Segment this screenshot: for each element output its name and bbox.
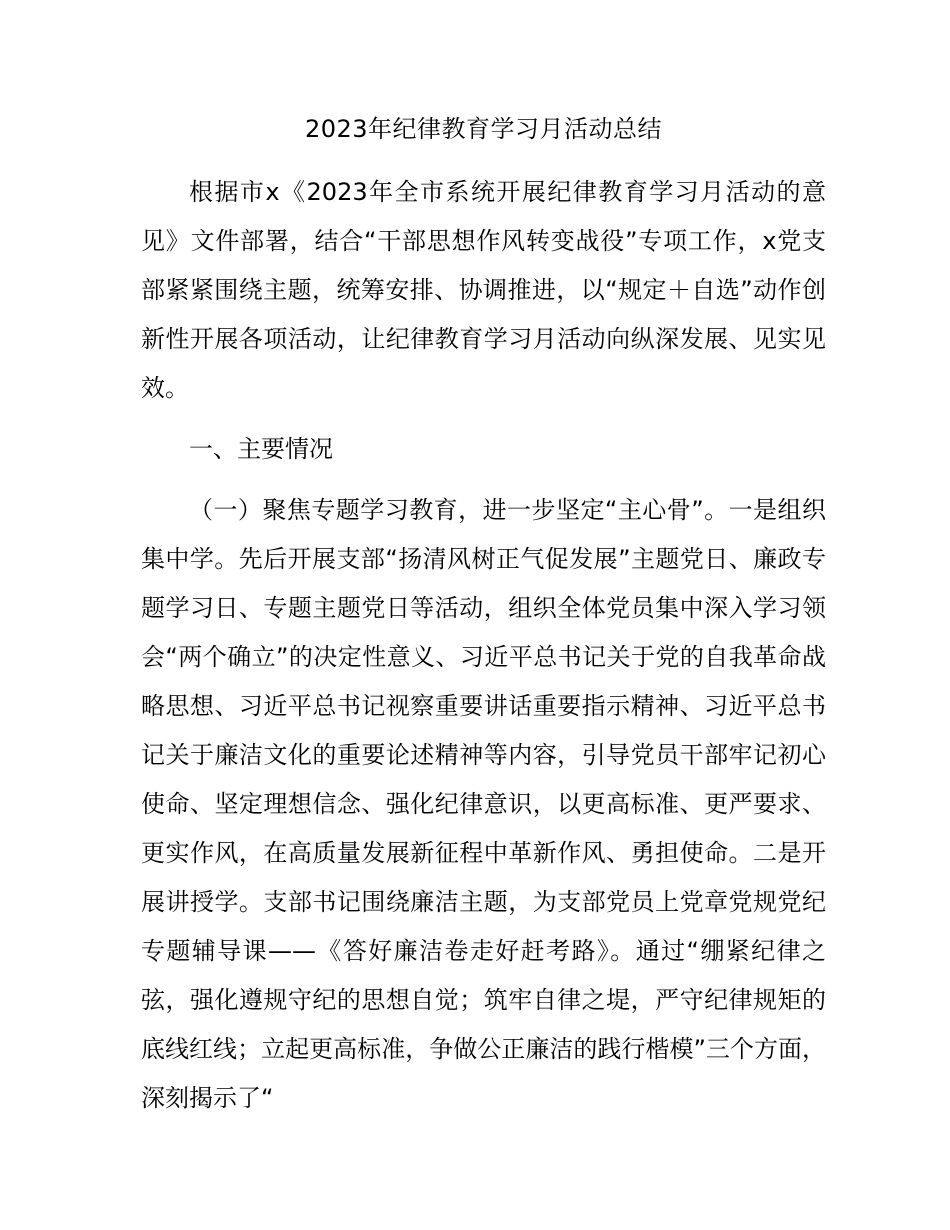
intro-paragraph: 根据市x《2023年全市系统开展纪律教育学习月活动的意见》文件部署，结合“干部思想作风转变战役”专项工作，x党支部紧紧围绕主题，统筹安排、协调推进，以“规定＋自选”动作创新性开展各项活动，让纪律教育学习月活动向纵深发展、见实见效。 bbox=[141, 178, 826, 402]
section-heading: 一、主要情况 bbox=[189, 435, 333, 463]
document-title: 2023年纪律教育学习月活动总结 bbox=[304, 115, 663, 143]
section-body-paragraph: （一）聚焦专题学习教育，进一步坚定“主心骨”。一是组织集中学。先后开展支部“扬清风树正气促发展”主题党日、廉政专题学习日、专题主题党日等活动，组织全体党员集中深入学习领会“两个确立”的决定性意义、习近平总书记关于党的自我革命战略思想、习近平总书记视察重要讲话重要指示精神、习近平总书记关于廉洁文化的重要论述精神等内容，引导党员干部牢记初心使命、坚定理想信念、强化纪律意识，以更高标准、更严要求、更实作风，在高质量发展新征程中革新作风、勇担使命。二是开展讲授学。支部书记围绕廉洁主题，为支部党员上党章党规党纪专题辅导课——《答好廉洁卷走好赶考路》。通过“绷紧纪律之弦，强化遵规守纪的思想自觉；筑牢自律之堤，严守纪律规矩的底线红线；立起更高标准，争做公正廉洁的践行楷模”三个方面，深刻揭示了“ bbox=[141, 496, 826, 1112]
